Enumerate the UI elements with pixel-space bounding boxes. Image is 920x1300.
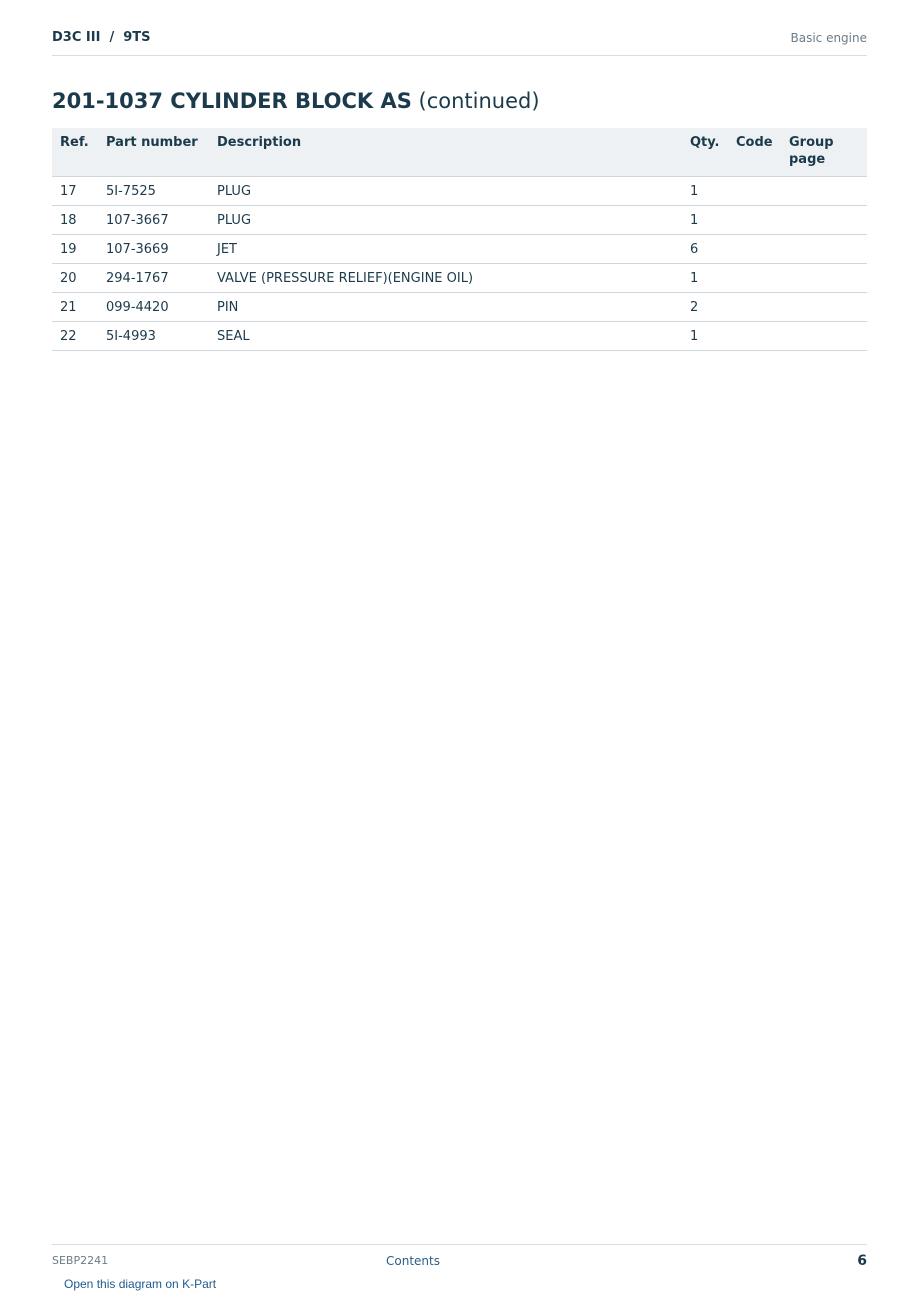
cell-qty: 1 (682, 206, 728, 235)
cell-qty: 6 (682, 235, 728, 264)
cell-part-number: 107-3667 (98, 206, 209, 235)
cell-group-page (781, 322, 867, 351)
cell-ref: 22 (52, 322, 98, 351)
page-footer (52, 1244, 867, 1295)
col-group-page: Group page (781, 128, 867, 177)
cell-ref: 17 (52, 177, 98, 206)
contents-link[interactable]: Contents (386, 1254, 440, 1268)
table-row (52, 206, 867, 235)
cell-part-number: 5I-7525 (98, 177, 209, 206)
cell-qty: 1 (682, 264, 728, 293)
col-description: Description (209, 128, 682, 177)
cell-group-page (781, 177, 867, 206)
cell-ref: 19 (52, 235, 98, 264)
cell-description: PIN (209, 293, 682, 322)
table-body (52, 177, 867, 351)
section-label: Basic engine (790, 31, 867, 45)
cell-description: JET (209, 235, 682, 264)
parts-table (52, 128, 867, 351)
col-ref: Ref. (52, 128, 98, 177)
cell-part-number: 107-3669 (98, 235, 209, 264)
cell-group-page (781, 293, 867, 322)
cell-group-page (781, 264, 867, 293)
cell-code (728, 322, 781, 351)
col-code: Code (728, 128, 781, 177)
cell-qty: 2 (682, 293, 728, 322)
table-row (52, 264, 867, 293)
cell-code (728, 293, 781, 322)
cell-part-number: 294-1767 (98, 264, 209, 293)
table-row (52, 293, 867, 322)
assembly-title: 201-1037 CYLINDER BLOCK AS (52, 89, 412, 113)
table-row (52, 235, 867, 264)
cell-description: SEAL (209, 322, 682, 351)
page-number: 6 (857, 1253, 867, 1269)
cell-ref: 18 (52, 206, 98, 235)
col-part-number: Part number (98, 128, 209, 177)
table-header (52, 128, 867, 177)
cell-qty: 1 (682, 322, 728, 351)
model-label: D3C III / 9TS (52, 30, 151, 45)
cell-code (728, 206, 781, 235)
title-suffix: (continued) (418, 89, 540, 113)
kpart-link[interactable]: Open this diagram on K-Part (64, 1277, 217, 1291)
cell-qty: 1 (682, 177, 728, 206)
cell-code (728, 235, 781, 264)
header-row (52, 128, 867, 177)
cell-description: VALVE (PRESSURE RELIEF)(ENGINE OIL) (209, 264, 682, 293)
document-id: SEBP2241 (52, 1254, 109, 1267)
page-title (52, 89, 540, 113)
cell-group-page (781, 235, 867, 264)
cell-description: PLUG (209, 177, 682, 206)
col-qty: Qty. (682, 128, 728, 177)
cell-ref: 21 (52, 293, 98, 322)
cell-part-number: 5I-4993 (98, 322, 209, 351)
cell-ref: 20 (52, 264, 98, 293)
page-header (52, 29, 867, 56)
cell-part-number: 099-4420 (98, 293, 209, 322)
cell-code (728, 177, 781, 206)
table-row (52, 177, 867, 206)
table-row (52, 322, 867, 351)
cell-group-page (781, 206, 867, 235)
cell-description: PLUG (209, 206, 682, 235)
cell-code (728, 264, 781, 293)
